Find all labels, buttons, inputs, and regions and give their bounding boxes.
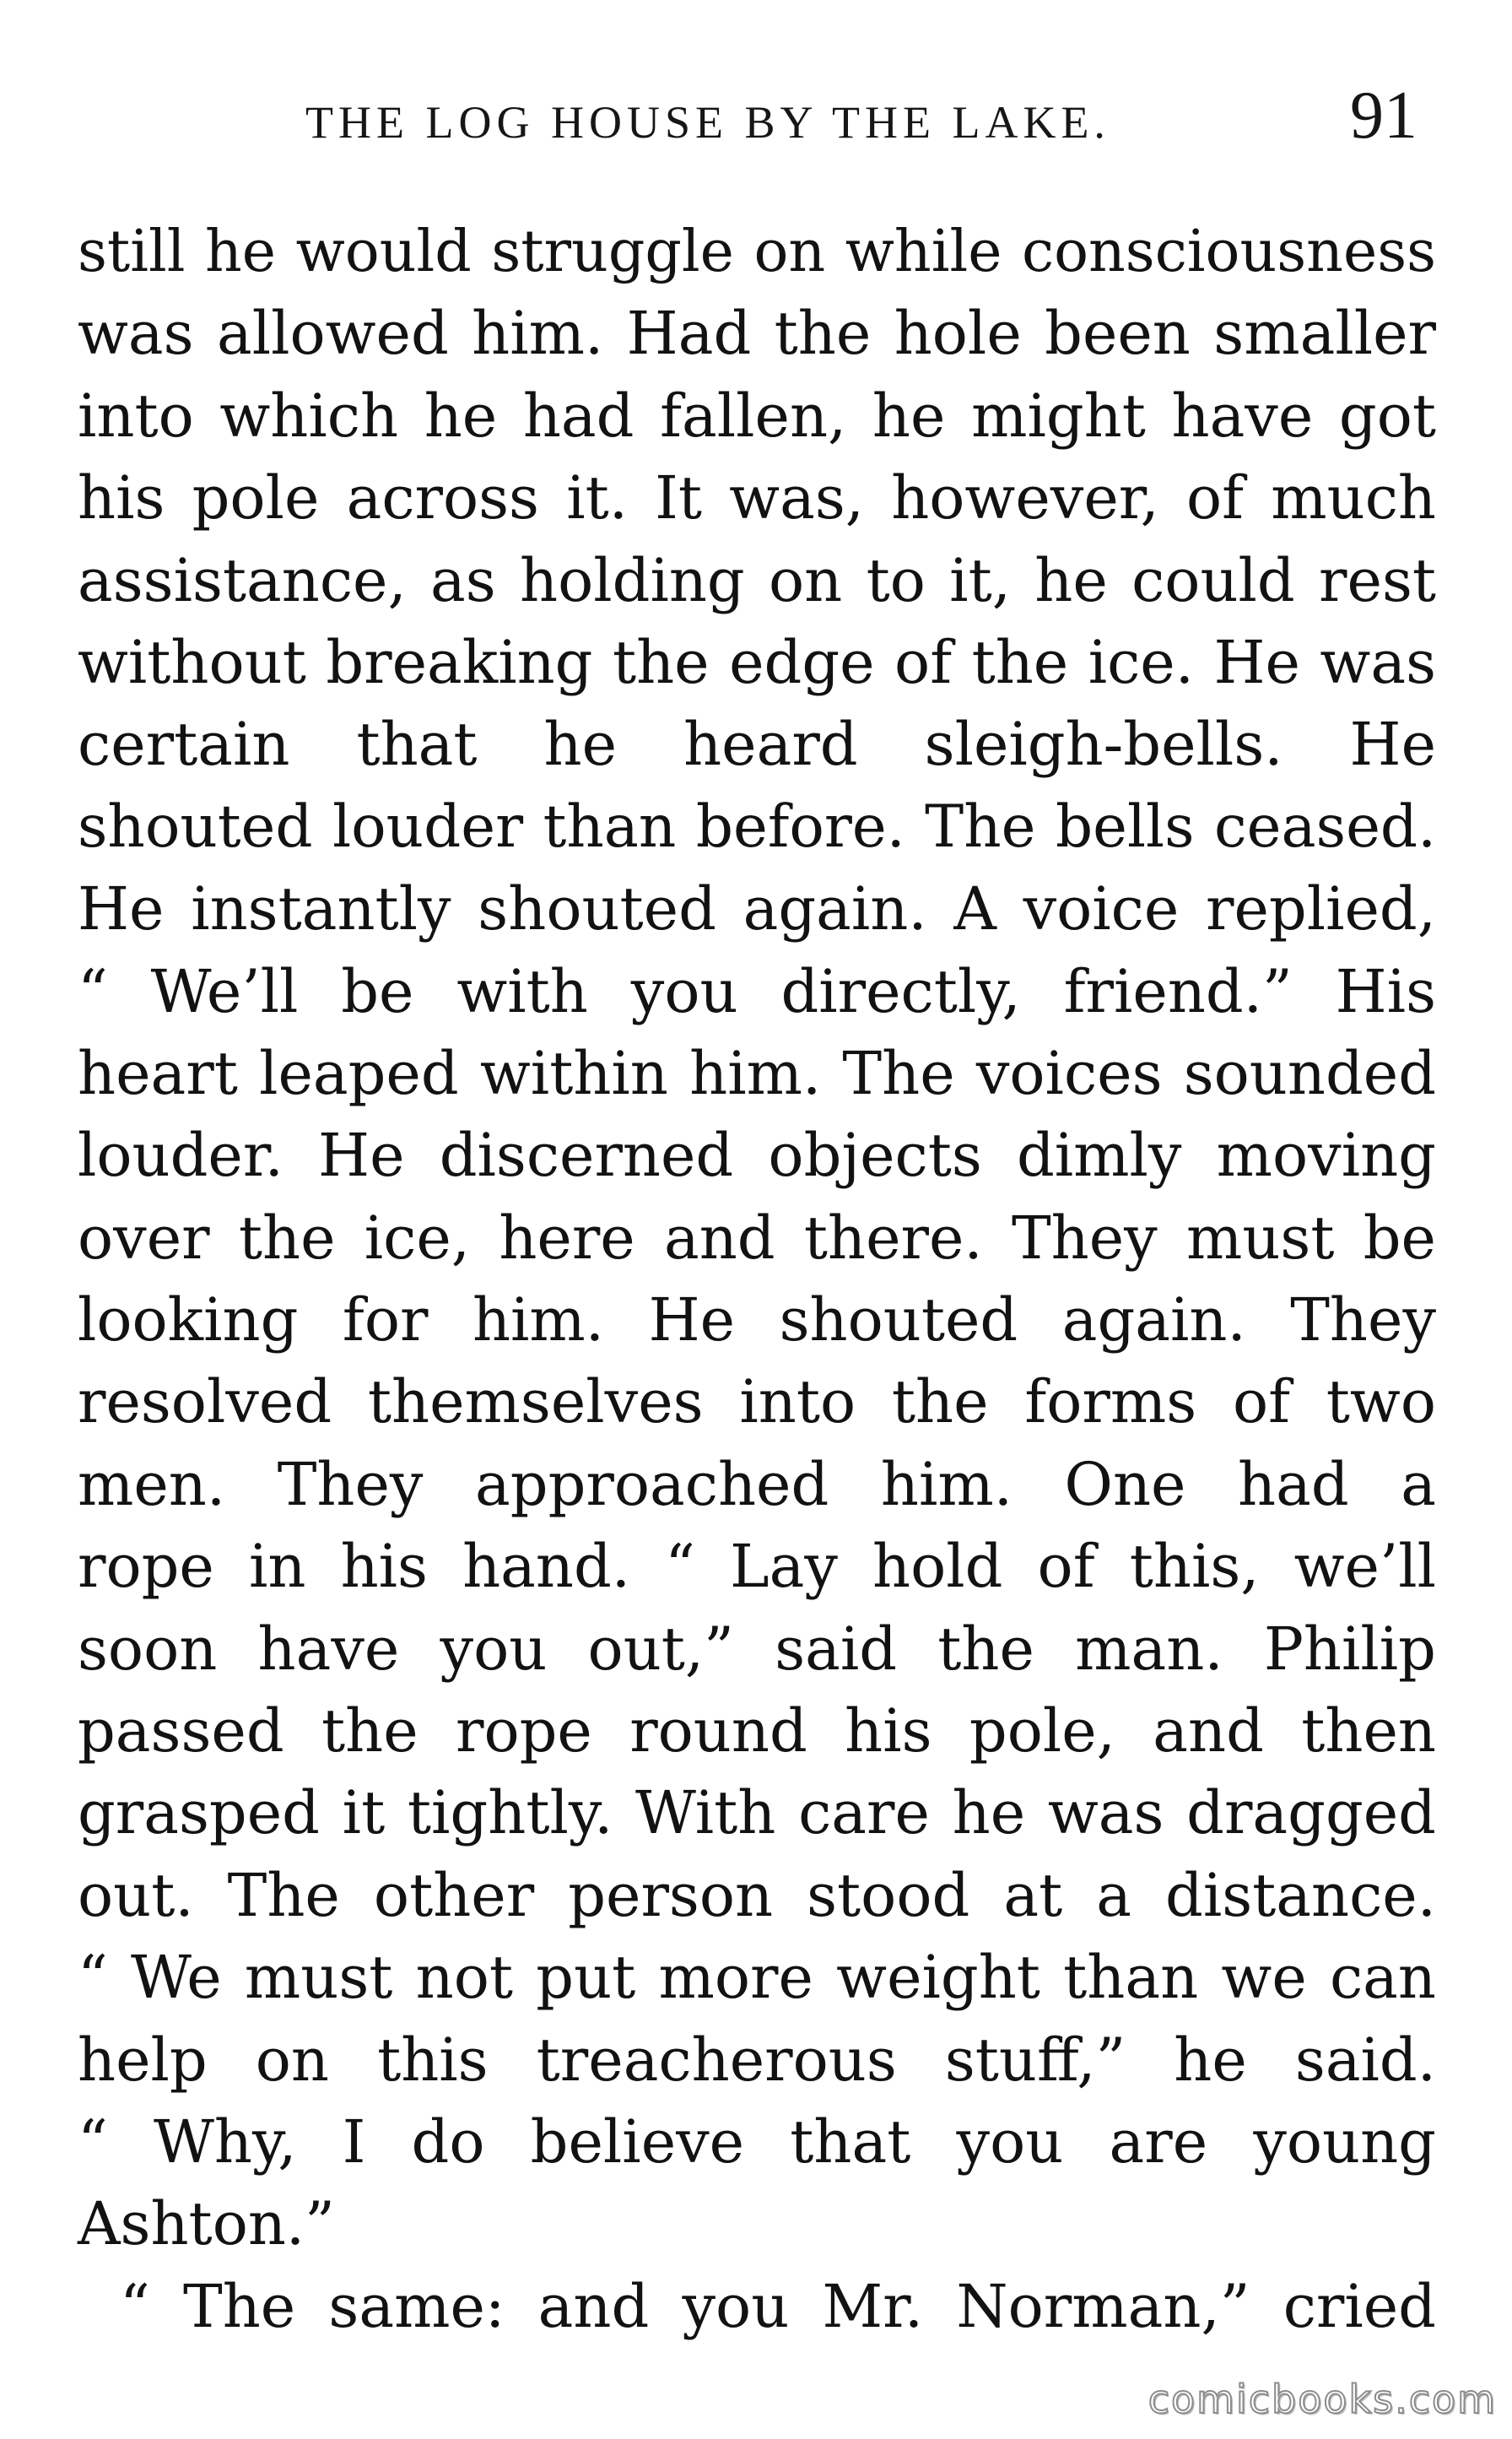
text-line: resolved themselves into the forms of two (78, 1367, 1436, 1437)
page-number: 91 (1350, 78, 1418, 153)
text-line: grasped it tightly. With care he was dragged (78, 1778, 1436, 1848)
watermark-logo: comicbooks.com (1148, 2377, 1497, 2422)
body-text (78, 211, 1436, 2348)
text-line: He instantly shouted again. A voice replied, (78, 874, 1436, 944)
text-line: help on this treacherous stuff,” he said. (78, 2025, 1436, 2095)
text-line: “ The same: and you Mr. Norman,” cried (120, 2271, 1436, 2341)
text-line: certain that he heard sleigh-bells. He (78, 710, 1436, 780)
text-line: “ We’ll be with you directly, friend.” His (78, 956, 1436, 1026)
text-line: soon have you out,” said the man. Philip (78, 1614, 1436, 1684)
text-line: passed the rope round his pole, and then (78, 1696, 1436, 1766)
text-line: was allowed him. Had the hole been smaller (78, 299, 1436, 369)
text-line: out. The other person stood at a distance. (78, 1860, 1436, 1930)
text-line: over the ice, here and there. They must be (78, 1203, 1436, 1273)
text-line: louder. He discerned objects dimly moving (78, 1121, 1436, 1191)
running-title: THE LOG HOUSE BY THE LAKE. (305, 97, 1110, 148)
text-line: looking for him. He shouted again. They (78, 1285, 1436, 1355)
text-line: Ashton.” (78, 2189, 335, 2259)
text-line: his pole across it. It was, however, of much (78, 463, 1436, 533)
text-line: rope in his hand. “ Lay hold of this, we’ll (78, 1532, 1436, 1602)
text-line: “ Why, I do believe that you are young (78, 2106, 1436, 2177)
text-line: still he would struggle on while consciousness (78, 219, 1436, 285)
text-line: heart leaped within him. The voices sounded (78, 1038, 1436, 1108)
text-line: into which he had fallen, he might have got (78, 381, 1436, 451)
text-line: men. They approached him. One had a (78, 1449, 1436, 1519)
text-line: shouted louder than before. The bells ceased. (78, 792, 1436, 861)
text-line: assistance, as holding on to it, he could rest (78, 545, 1436, 615)
text-line: “ We must not put more weight than we can (78, 1943, 1436, 2013)
running-head (0, 78, 1512, 154)
text-line: without breaking the edge of the ice. He was (78, 627, 1436, 697)
